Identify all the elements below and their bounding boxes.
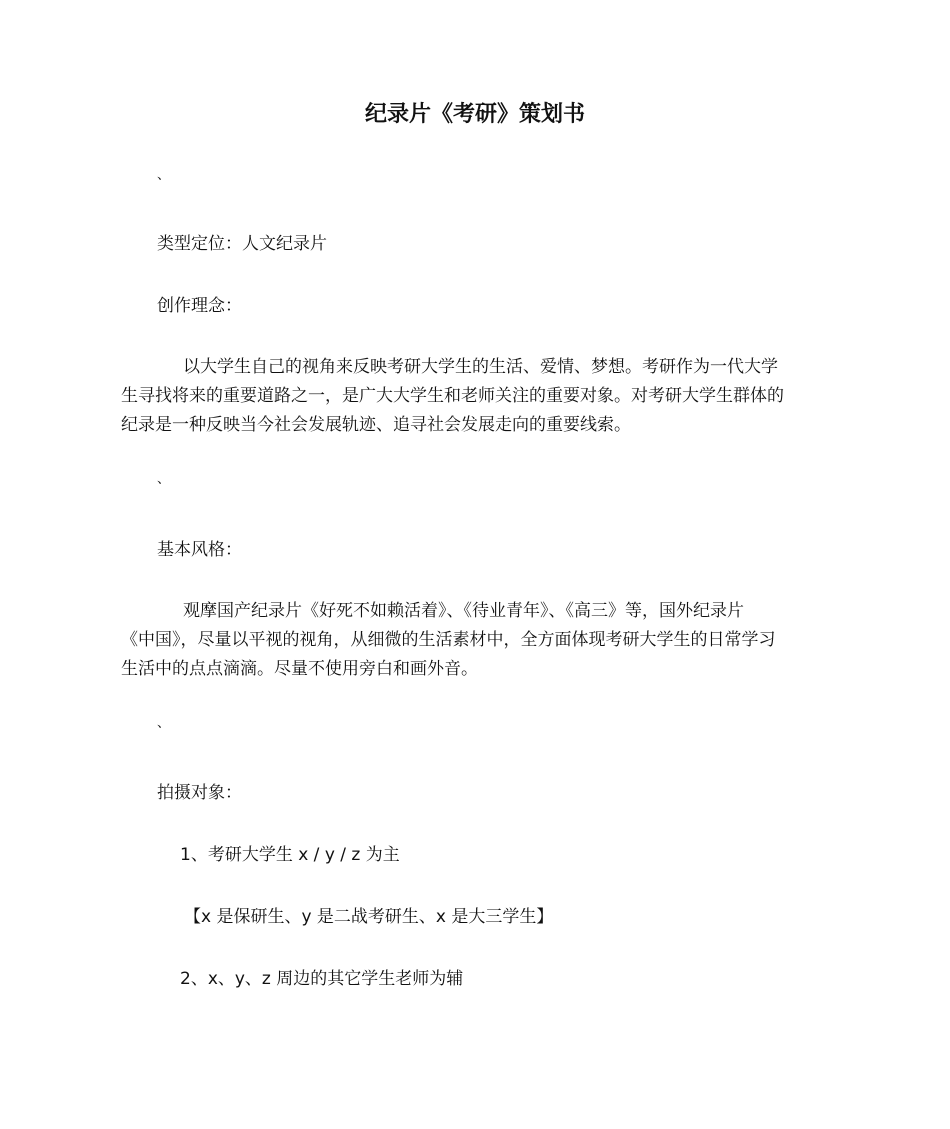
stray-mark: 、 bbox=[157, 716, 171, 731]
subject-item-1: 1、考研大学生 x / y / z 为主 bbox=[180, 845, 400, 865]
stray-mark: 、 bbox=[157, 168, 171, 183]
concept-line: 生寻找将来的重要道路之一，是广大大学生和老师关注的重要对象。对考研大学生群体的 bbox=[121, 386, 784, 406]
style-paragraph bbox=[121, 597, 833, 684]
type-line: 类型定位：人文纪录片 bbox=[157, 234, 327, 254]
concept-line: 纪录是一种反映当今社会发展轨迹、追寻社会发展走向的重要线索。 bbox=[121, 415, 631, 435]
subject-item-2: 2、x、y、z 周边的其它学生老师为辅 bbox=[180, 969, 464, 989]
subject-note: 【x 是保研生、y 是二战考研生、x 是大三学生】 bbox=[184, 907, 554, 927]
concept-heading: 创作理念： bbox=[157, 296, 242, 316]
style-line: 观摩国产纪录片《好死不如赖活着》、《待业青年》、《高三》等，国外纪录片 bbox=[183, 601, 744, 621]
style-heading: 基本风格： bbox=[157, 540, 242, 560]
document-title: 纪录片《考研》策划书 bbox=[364, 102, 585, 127]
stray-mark: 、 bbox=[157, 472, 171, 487]
style-line: 《中国》，尽量以平视的视角，从细微的生活素材中，全方面体现考研大学生的日常学习 bbox=[121, 630, 776, 650]
style-line: 生活中的点点滴滴。尽量不使用旁白和画外音。 bbox=[121, 659, 478, 679]
subjects-heading: 拍摄对象： bbox=[157, 783, 242, 803]
concept-line: 以大学生自己的视角来反映考研大学生的生活、爱情、梦想。考研作为一代大学 bbox=[183, 357, 778, 377]
concept-paragraph bbox=[121, 353, 833, 440]
